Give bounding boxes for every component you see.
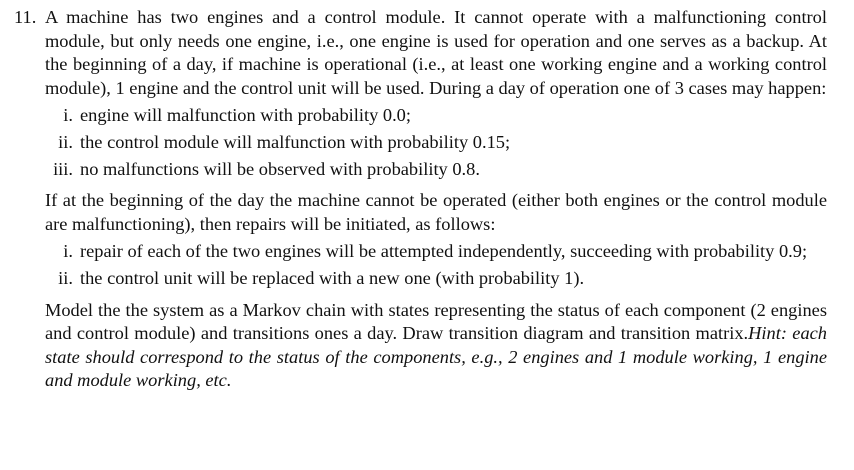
repairs-list bbox=[45, 240, 827, 290]
list-text: engine will malfunction with probability 0.0; bbox=[80, 105, 411, 126]
list-text: repair of each of the two engines will be attempted independently, succeeding with probability 0.9; bbox=[80, 241, 808, 262]
task-paragraph bbox=[45, 299, 827, 393]
cases-list bbox=[45, 104, 827, 181]
list-item bbox=[45, 240, 827, 264]
problem-intro: A machine has two engines and a control module. It cannot operate with a malfunctioning control module, but only needs one engine, i.e., one engine is used for operation and one serves as a backup. At the beginning of a day, if machine is operational (i.e., at least one working engine and a working control module), 1 engine and the control unit will be used. During a day of operation one of 3 cases may happen: bbox=[45, 7, 827, 98]
list-text: no malfunctions will be observed with probability 0.8. bbox=[80, 158, 480, 179]
problem-number: 11. bbox=[14, 7, 37, 27]
list-marker: i. bbox=[63, 105, 73, 126]
list-item bbox=[45, 104, 827, 128]
repair-intro: If at the beginning of the day the machine cannot be operated (either both engines or the control module are malfunctioning), then repairs will be initiated, as follows: bbox=[45, 190, 827, 234]
list-marker: iii. bbox=[53, 158, 73, 179]
list-text: the control module will malfunction with probability 0.15; bbox=[80, 131, 511, 152]
list-item bbox=[45, 158, 827, 182]
list-item bbox=[45, 267, 827, 291]
list-text: the control unit will be replaced with a new one (with probability 1). bbox=[80, 267, 585, 288]
list-marker: i. bbox=[63, 241, 73, 262]
hint-text: Hint: each state should correspond to the status of the components, e.g., 2 engines and 1 module working, 1 engine and module working, etc. bbox=[45, 323, 828, 391]
task-text: Model the the system as a Markov chain with states representing the status of each component (2 engines and control module) and transitions ones a day. Draw transition diagram and transition matrix. bbox=[45, 299, 827, 344]
list-item bbox=[45, 131, 827, 155]
list-marker: ii. bbox=[58, 267, 73, 288]
problem-body bbox=[45, 6, 827, 393]
list-marker: ii. bbox=[58, 131, 73, 152]
